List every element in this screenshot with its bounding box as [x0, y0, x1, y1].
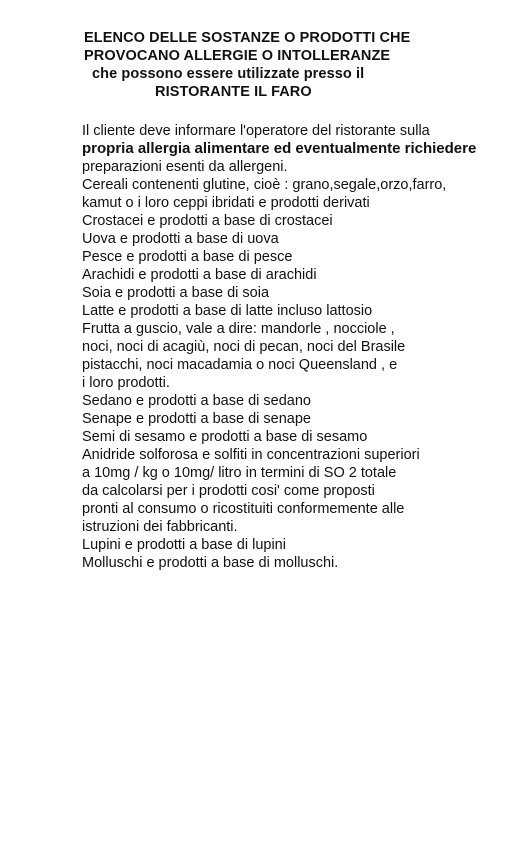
intro-text-1: Il cliente deve informare l'operatore del ristorante sulla	[82, 123, 430, 139]
header-line-2: PROVOCANO ALLERGIE O INTOLLERANZE	[84, 48, 391, 64]
header-line-3: che possono essere utilizzate presso il	[92, 66, 365, 82]
restaurant-name: RISTORANTE IL FARO	[155, 84, 312, 100]
document-body	[82, 122, 512, 572]
allergen-item-uova: Uova e prodotti a base di uova	[82, 231, 279, 247]
header-line-1: ELENCO DELLE SOSTANZE O PRODOTTI CHE	[84, 30, 411, 46]
allergen-item-cereali: Cereali contenenti glutine, cioè : grano,segale,orzo,farro, kamut o i loro ceppi ibridati e prodotti derivati	[82, 177, 447, 211]
intro-text-3: preparazioni esenti da allergeni.	[82, 159, 288, 175]
allergen-item-crostacei: Crostacei e prodotti a base di crostacei	[82, 213, 333, 229]
allergen-item-solfiti: Anidride solforosa e solfiti in concentrazioni superiori a 10mg / kg o 10mg/ litro in termini di SO 2 totale da calcolarsi per i prodotti cosi' come proposti pronti al consumo o ricostituiti conformemente alle istruzioni dei fabbricanti.	[82, 447, 420, 535]
intro-paragraph	[82, 122, 512, 176]
allergen-item-latte: Latte e prodotti a base di latte incluso lattosio	[82, 303, 373, 319]
allergen-item-pesce: Pesce e prodotti a base di pesce	[82, 249, 293, 265]
allergen-item-sesamo: Semi di sesamo e prodotti a base di sesamo	[82, 429, 368, 445]
intro-text-bold: propria allergia alimentare ed eventualmente richiedere	[82, 140, 477, 157]
allergen-list	[82, 176, 512, 572]
allergen-item-molluschi: Molluschi e prodotti a base di molluschi.	[82, 555, 339, 571]
allergen-item-arachidi: Arachidi e prodotti a base di arachidi	[82, 267, 317, 283]
allergen-item-sedano: Sedano e prodotti a base di sedano	[82, 393, 311, 409]
allergen-item-senape: Senape e prodotti a base di senape	[82, 411, 311, 427]
allergen-item-lupini: Lupini e prodotti a base di lupini	[82, 537, 286, 553]
document-header	[0, 29, 521, 101]
allergen-item-frutta-a-guscio: Frutta a guscio, vale a dire: mandorle , nocciole , noci, noci di acagiù, noci di pecan, noci del Brasile pistacchi, noci macadamia o noci Queensland , e i loro prodotti.	[82, 321, 406, 391]
allergen-item-soia: Soia e prodotti a base di soia	[82, 285, 270, 301]
